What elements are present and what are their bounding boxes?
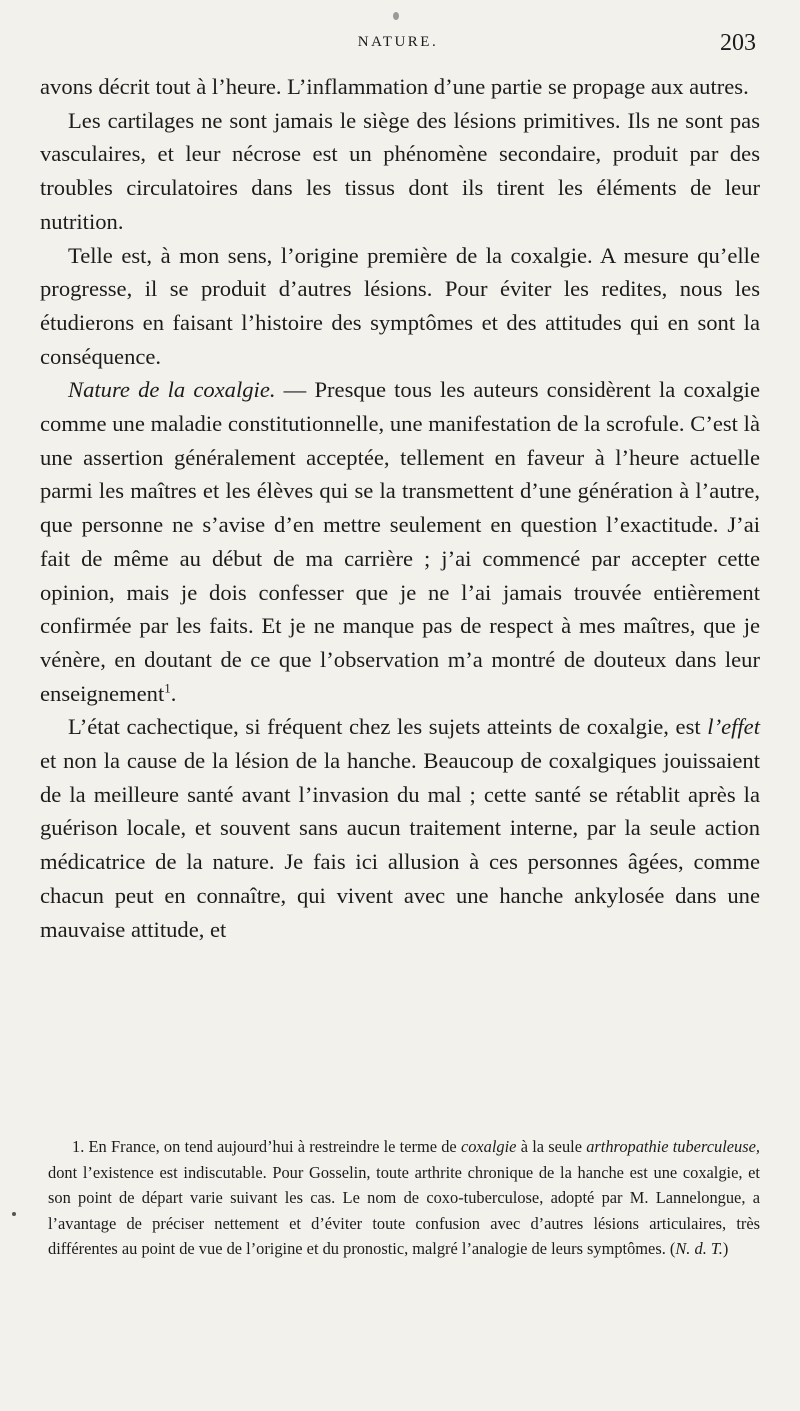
footnote-text: à la seule [516, 1137, 587, 1156]
footnote-text: En France, on tend aujourd’hui à restreindre le terme de [84, 1137, 461, 1156]
paragraph [40, 710, 760, 946]
paragraph-text: avons décrit tout à l’heure. L’inflammation d’une partie se propage aux autres. [40, 74, 749, 99]
paragraph-nature [40, 373, 760, 710]
paragraph-text: Les cartilages ne sont jamais le siège des lésions primitives. Ils ne sont pas vasculaires, et leur nécrose est un phénomène secondaire, produit par des troubles circulatoires dans les tissus dont ils tirent les éléments de leur nutrition. [40, 107, 760, 234]
footnote [48, 1134, 760, 1262]
emphasis: coxalgie [460, 1137, 517, 1156]
emphasis: N. d. T. [675, 1239, 723, 1259]
main-text [40, 70, 760, 946]
footnote-text: ) [722, 1239, 729, 1259]
running-head: NATURE. [357, 34, 439, 50]
margin-mark [12, 1212, 16, 1216]
paragraph [40, 104, 760, 239]
paragraph-text: — Presque tous les auteurs considèrent la coxalgie comme une maladie constitutionnelle, une manifestation de la scrofule. C’est là une assertion généralement acceptée, tellement en faveur à l’heure actuelle parmi les maîtres et les élèves qui se la transmettent d’une génération à l’autre, que personne ne s’avise d’en mettre seulement en question l’exactitude. J’ai fait de même au début de ma carrière ; j’ai commencé par accepter cette opinion, mais je dois confesser que je ne l’ai jamais trouvée entièrement confirmée par les faits. Et je ne manque pas de respect à mes maîtres, que je vénère, en doutant de ce que l’observation m’a montré de douteux dans leur enseignement [40, 377, 760, 706]
page-number: 203 [720, 30, 756, 56]
footnotes [48, 1134, 760, 1262]
footnote-reference[interactable]: 1 [164, 680, 171, 696]
paragraph-text: L’état cachectique, si fréquent chez les sujets atteints de coxalgie, est [68, 714, 708, 740]
paragraph-text: et non la cause de la lésion de la hanche. Beaucoup de coxalgiques jouissaient de la meilleure santé avant l’invasion du mal ; cette santé se rétablit après la guérison locale, et souvent sans aucun traitement interne, par la seule action médicatrice de la nature. Je fais ici allusion à ces personnes âgées, comme chacun peut en connaître, qui vivent avec une hanche ankylosée dans une mauvaise attitude, et [40, 748, 760, 942]
paragraph-text: Telle est, à mon sens, l’origine première de la coxalgie. A mesure qu’elle progresse, il se produit d’autres lésions. Pour éviter les redites, nous les étudierons en faisant l’histoire des symptômes et des attitudes qui en sont la conséquence. [40, 242, 760, 369]
paragraph-continuation [40, 70, 760, 104]
page-header [40, 28, 756, 64]
footnote-text: dont l’existence est indiscutable. Pour Gosselin, toute arthrite chronique de la hanche est une coxalgie, et son point de départ varie suivant les cas. Le nom de coxo-tuberculose, adopté par M. Lannelongue, a l’avantage de préciser nettement et d’éviter toute confusion avec d’autres lésions articulaires, très différentes au point de vue de l’origine et du pronostic, malgré l’analogie de leurs symptômes. ( [48, 1162, 760, 1259]
emphasis: l’effet [707, 714, 760, 740]
section-heading: Nature de la coxalgie. [68, 377, 276, 403]
footnote-number: 1. [72, 1137, 85, 1156]
paragraph [40, 239, 760, 374]
emphasis: arthropathie tuberculeuse, [586, 1137, 760, 1156]
ink-mark [393, 12, 399, 20]
paragraph-text: . [170, 680, 177, 706]
